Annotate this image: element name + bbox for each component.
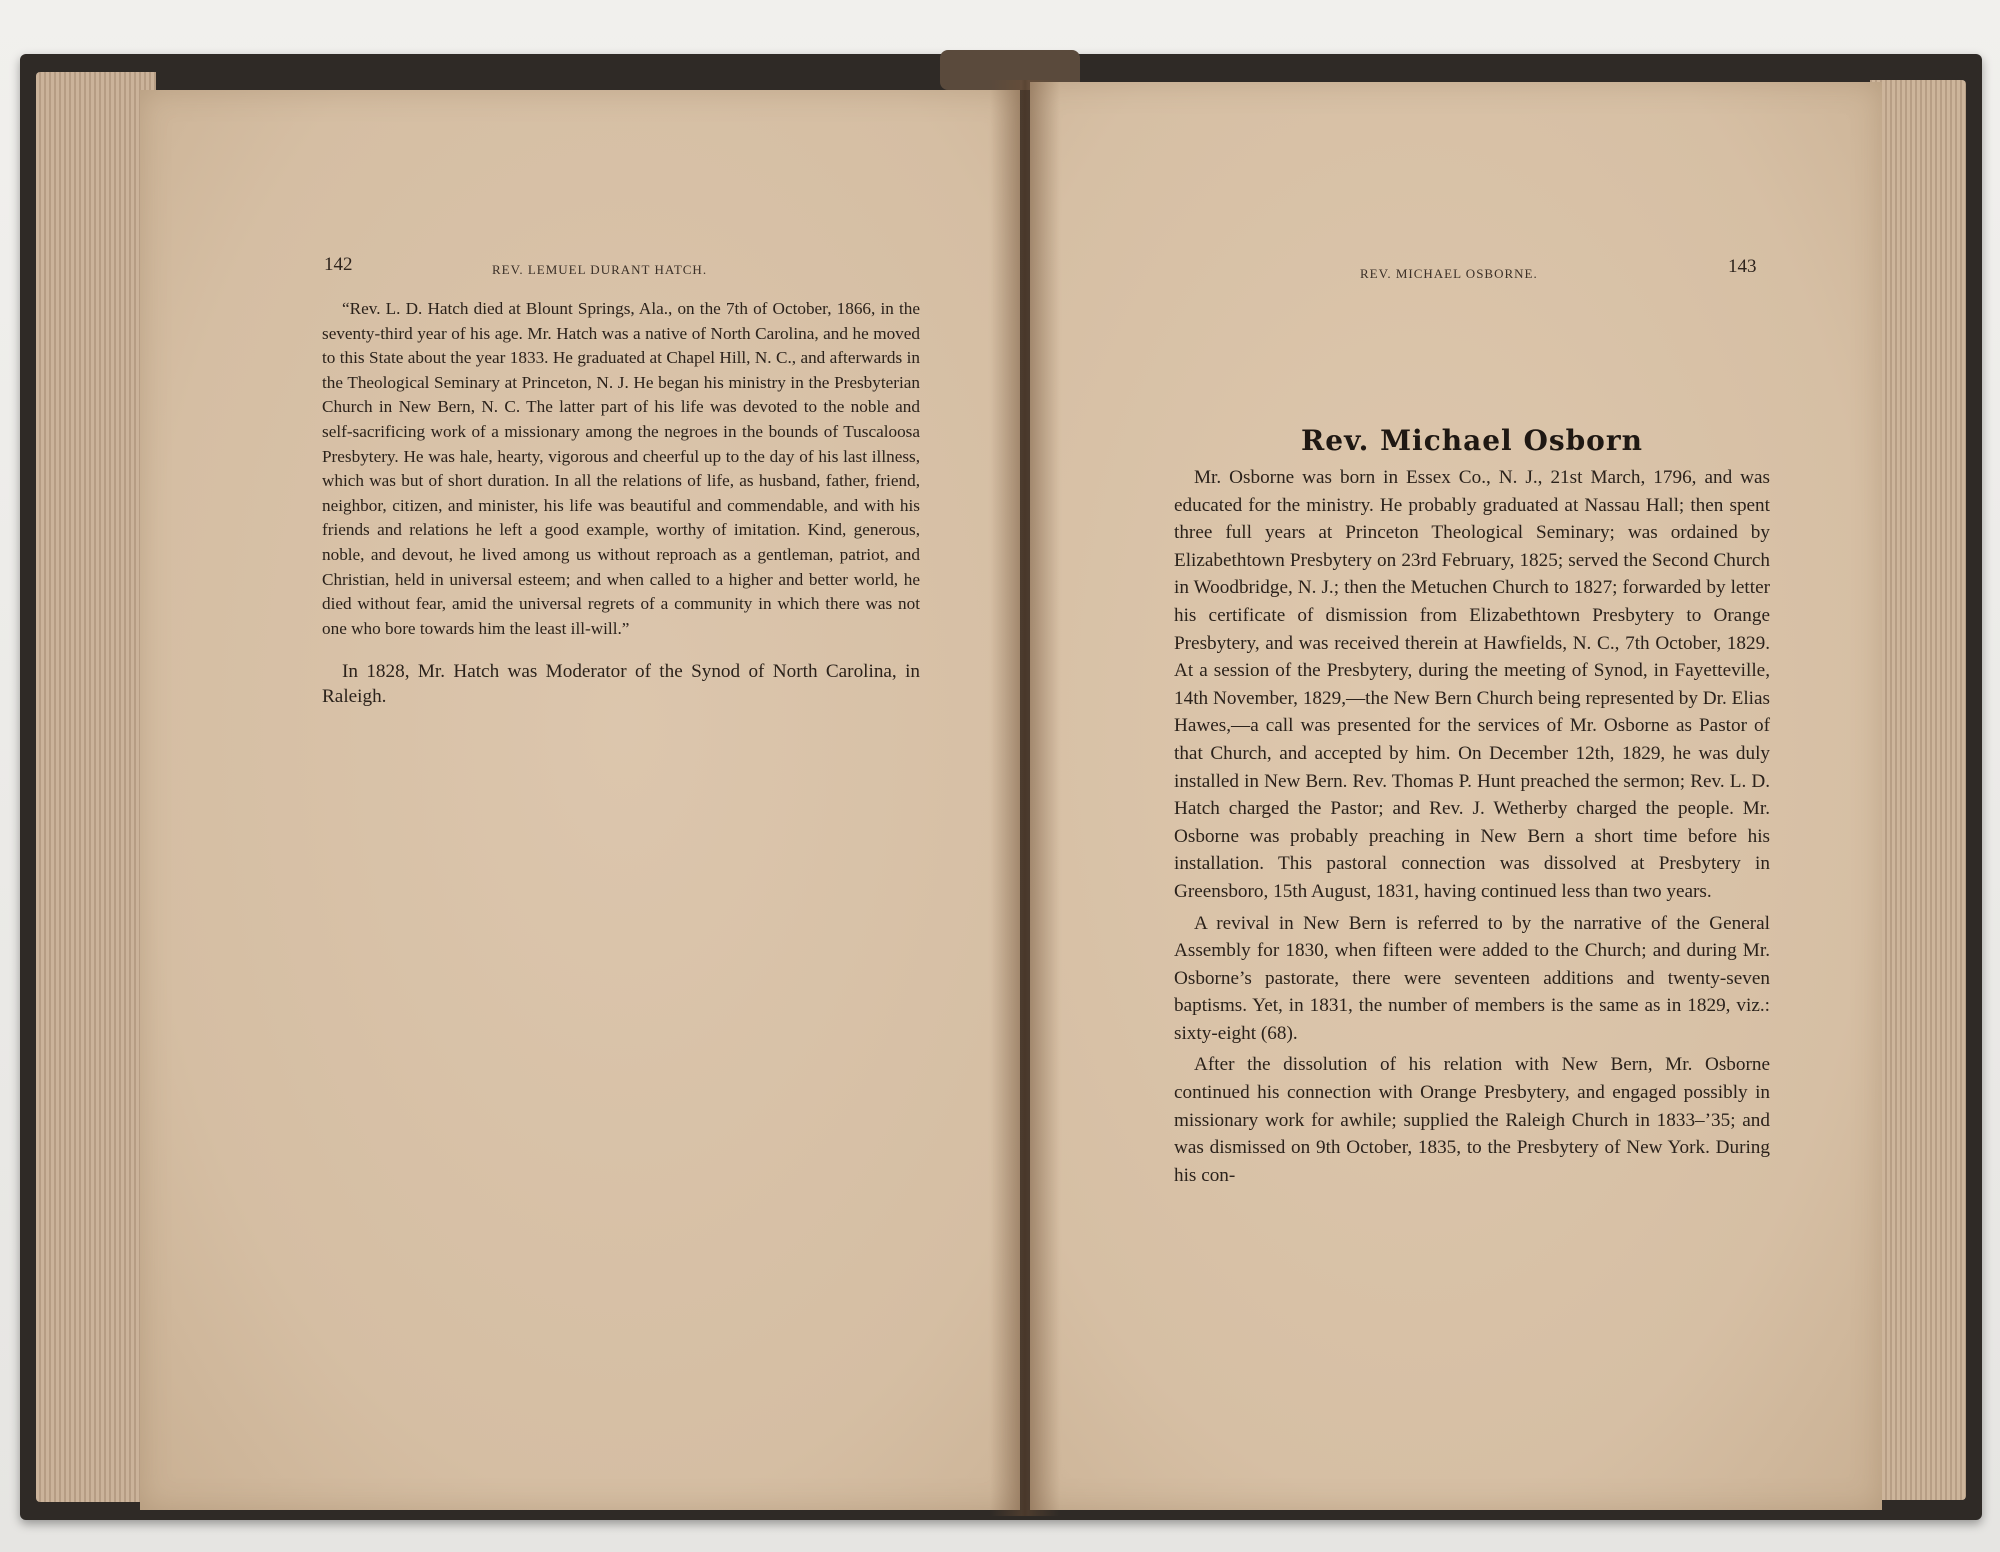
revival-paragraph: A revival in New Bern is referred to by the narrative of the General Assembly for 1830, when fifteen were added to the Church; and during Mr. Osborne’s pastorate, there were seventeen additions and twenty-seven baptisms. Yet, in 1831, the number of members is the same as in 1829, viz.: sixty-eight (68). <box>1174 912 1770 1044</box>
later-career-paragraph: After the dissolution of his relation with New Bern, Mr. Osborne continued his connection with Orange Presbytery, and engaged possibly in missionary work for awhile; supplied the Raleigh Church in 1833–’35; and was dismissed on 9th October, 1835, to the Presbytery of New York. During his con- <box>1174 1054 1770 1186</box>
obituary-quote-paragraph: “Rev. L. D. Hatch died at Blount Springs, Ala., on the 7th of October, 1866, in the seventy-third year of his age. Mr. Hatch was a native of North Carolina, and he moved to this State about the year 1833. He graduated at Chapel Hill, N. C., and afterwards in the Theological Seminary at Princeton, N. J. He began his ministry in the Presbyterian Church in New Bern, N. C. The latter part of his life was devoted to the noble and self-sacrificing work of a missionary among the negroes in the bounds of Tuscaloosa Presbytery. He was hale, hearty, vigorous and cheerful up to the day of his last illness, which was but of short duration. In all the relations of life, as husband, father, friend, neighbor, citizen, and minister, his life was beautiful and commendable, and with his friends and relations he left a good example, worthy of imitation. Kind, generous, noble, and devout, he lived among us without reproach as a gentleman, patriot, and Christian, held in universal esteem; and when called to a higher and better world, he died without fear, amid the universal regrets of a community in which there was not one who bore towards him the least ill-will.” <box>322 299 920 638</box>
page-gutter <box>990 80 1060 1516</box>
right-page-edges <box>1870 80 1966 1500</box>
synod-moderator-paragraph: In 1828, Mr. Hatch was Moderator of the Synod of North Carolina, in Raleigh. <box>322 661 920 708</box>
chapter-heading: Rev. Michael Osborn <box>1301 424 1643 457</box>
left-running-head: REV. LEMUEL DURANT HATCH. <box>492 262 708 277</box>
right-page-body <box>1174 464 1770 1189</box>
right-running-head: REV. MICHAEL OSBORNE. <box>1360 266 1538 281</box>
left-page-body <box>322 297 920 709</box>
biography-paragraph: Mr. Osborne was born in Essex Co., N. J., 21st March, 1796, and was educated for the ministry. He probably graduated at Nassau Hall; then spent three full years at Princeton Theological Seminary; was ordained by Elizabethtown Presbytery on 23rd February, 1825; served the Second Church in Woodbridge, N. J.; then the Metuchen Church to 1827; forwarded by letter his certificate of dismission from Elizabethtown Presbytery to Orange Presbytery, and was received therein at Hawfields, N. C., 7th October, 1829. At a session of the Presbytery, during the meeting of Synod, in Fayetteville, 14th November, 1829,—the New Bern Church being represented by Dr. Elias Hawes,—a call was presented for the services of Mr. Osborne as Pastor of that Church, and accepted by him. On December 12th, 1829, he was duly installed in New Bern. Rev. Thomas P. Hunt preached the sermon; Rev. L. D. Hatch charged the Pastor; and Rev. J. Wetherby charged the people. Mr. Osborne was probably preaching in New Bern a short time before his installation. This pastoral connection was dissolved at Presbytery in Greensboro, 15th August, 1831, having continued less than two years. <box>1174 467 1770 902</box>
right-page-number: 143 <box>1728 256 1757 277</box>
left-page-number: 142 <box>324 254 353 275</box>
left-page-edges <box>36 72 156 1502</box>
